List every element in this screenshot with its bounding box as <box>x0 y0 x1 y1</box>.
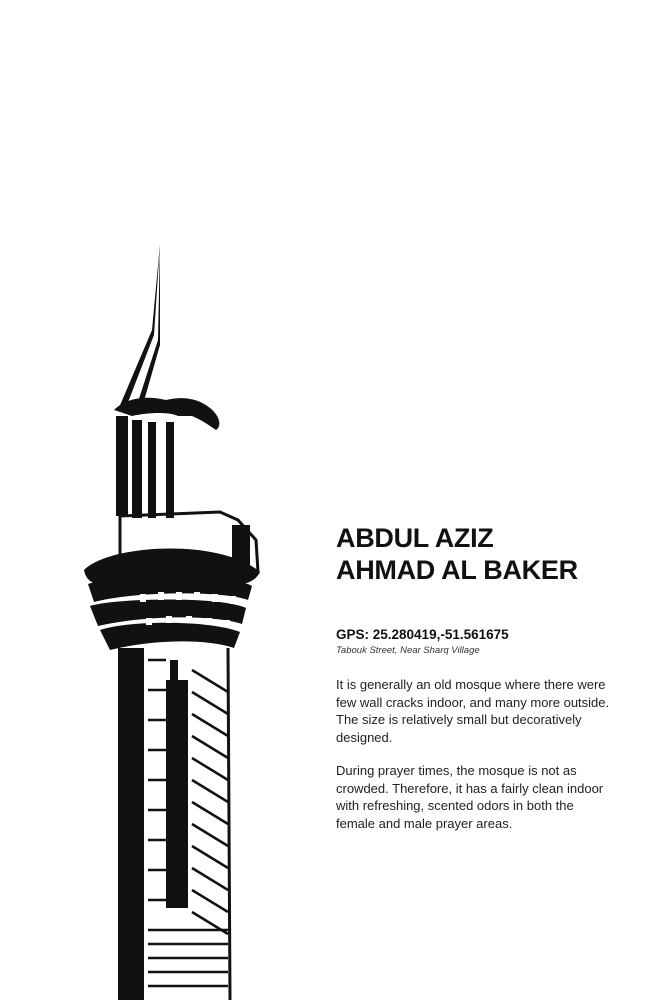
location-subtitle: Tabouk Street, Near Sharq Village <box>336 645 480 656</box>
mosque-title <box>336 522 578 586</box>
description-paragraph: It is generally an old mosque where there were few wall cracks indoor, and many more outside. The size is relatively small but decoratively designed. <box>336 677 610 745</box>
title-line-2: AHMAD AL BAKER <box>336 555 578 585</box>
title-line-1: ABDUL AZIZ <box>336 523 494 553</box>
minaret-illustration-icon <box>70 240 290 1000</box>
gps-coordinates: GPS: 25.280419,-51.561675 <box>336 627 509 642</box>
description-paragraph: During prayer times, the mosque is not as crowded. Therefore, it has a fairly clean indoor with refreshing, scented odors in both the female and male prayer areas. <box>336 763 604 831</box>
description <box>336 676 611 848</box>
